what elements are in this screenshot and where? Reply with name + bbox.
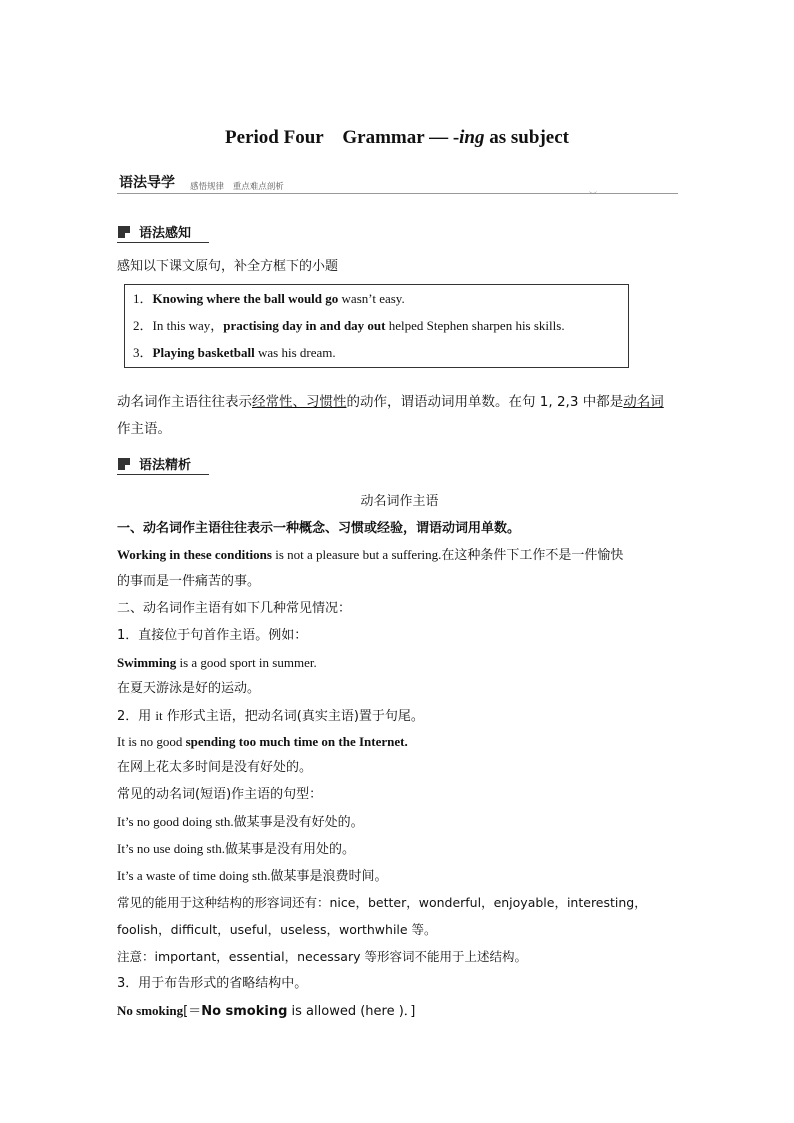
note: 注意：important，essential，necessary 等形容词不能用于上述结构。: [117, 949, 527, 964]
example-4: No smoking[＝No smoking is allowed (here )．]: [117, 1003, 416, 1019]
example-sentence-2: 2．In this way，practising day in and day out helped Stephen sharpen his skills.: [133, 318, 565, 333]
section-heading-analysis: 语法精析: [117, 453, 209, 475]
adjectives-list: 常见的能用于这种结构的形容词还有：nice，better，wonderful，enjoyable，interesting，: [117, 895, 647, 910]
pattern-1: It’s no good doing sth.做某事是没有好处的。: [117, 814, 364, 830]
example-2-cn: 在夏天游泳是好的运动。: [117, 681, 261, 696]
perception-summary: 动名词作主语往往表示经常性、习惯性的动作，谓语动词用单数。在句 1, 2,3 中都是动名词: [117, 394, 664, 410]
example-3-cn: 在网上花太多时间是没有好处的。: [117, 760, 313, 775]
rule-1: 一、动名词作主语往往表示一种概念、习惯或经验，谓语动词用单数。: [117, 521, 521, 536]
perception-intro: 感知以下课文原句，补全方框下的小题: [117, 259, 339, 274]
banner-title: 语法导学: [119, 175, 175, 191]
example-sentence-3: 3．Playing basketball was his dream.: [133, 345, 336, 360]
square-bullet-icon: [118, 226, 130, 238]
example-sentence-1: 1．Knowing where the ball would go wasn’t easy.: [133, 291, 405, 306]
case-3: 3．用于布告形式的省略结构中。: [117, 976, 308, 991]
banner-subtitle: 感悟规律 重点难点剖析: [190, 182, 284, 192]
divider-notch-icon: ︶: [589, 191, 597, 200]
example-3: It is no good spending too much time on the Internet.: [117, 734, 408, 749]
adjectives-list-cont: foolish，difficult，useful，useless，worthwhile 等。: [117, 922, 437, 937]
rule-2: 二、动名词作主语有如下几种常见情况：: [117, 601, 352, 616]
section-banner: [117, 172, 678, 200]
section-heading-perception: 语法感知: [117, 221, 209, 243]
analysis-subtitle: 动名词作主语: [360, 494, 439, 509]
example-1: Working in these conditions is not a pleasure but a suffering.在这种条件下工作不是一件愉快: [117, 547, 624, 563]
perception-summary-cont: 作主语。: [117, 421, 171, 437]
example-1-cont: 的事而是一件痛苦的事。: [117, 574, 261, 589]
page-title: Period Four Grammar — -ing as subject: [225, 127, 569, 148]
pattern-3: It’s a waste of time doing sth.做某事是浪费时间。: [117, 868, 388, 884]
case-1: 1．直接位于句首作主语。例如：: [117, 628, 308, 643]
case-2: 2．用 it 作形式主语，把动名词(真实主语)置于句尾。: [117, 708, 424, 724]
example-sentence-box: [124, 284, 629, 368]
pattern-2: It’s no use doing sth.做某事是没有用处的。: [117, 841, 355, 857]
patterns-heading: 常见的动名词(短语)作主语的句型：: [117, 787, 323, 802]
square-bullet-icon: [118, 458, 130, 470]
example-2: Swimming is a good sport in summer.: [117, 655, 317, 670]
